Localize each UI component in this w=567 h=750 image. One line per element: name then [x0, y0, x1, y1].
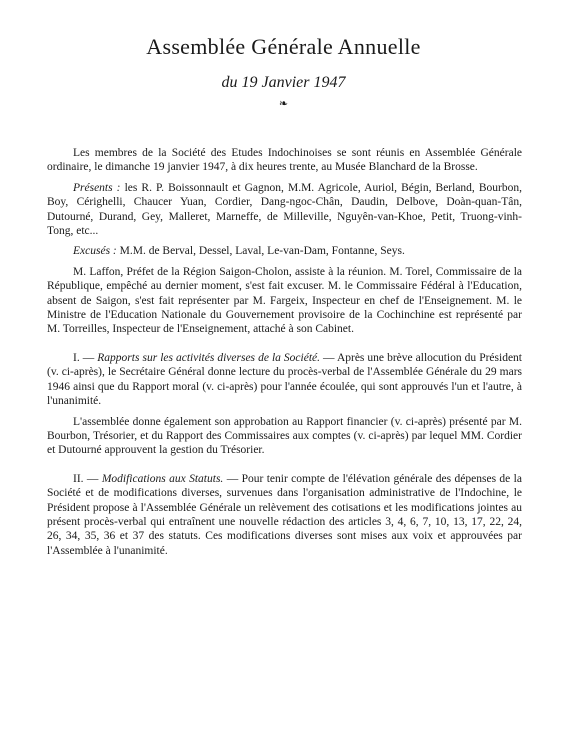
- excuses-paragraph: [47, 244, 522, 258]
- section-1-paragraph: [47, 351, 522, 409]
- section-2-number: II. —: [73, 472, 102, 485]
- excuses-label: Excusés :: [73, 245, 117, 258]
- excuses-list: M.M. de Berval, Dessel, Laval, Le-van-Dam, Fontanne, Seys.: [116, 245, 405, 258]
- presents-label: Présents :: [73, 181, 121, 194]
- page-subtitle-date: du 19 Janvier 1947: [221, 74, 346, 91]
- section-2-heading: Modifications aux Statuts.: [101, 472, 224, 485]
- fleuron-ornament-icon: ❧: [278, 98, 289, 110]
- section-1-followup-paragraph: L'assemblée donne également son approbation au Rapport financier (v. ci-après) présenté par M. Bourbon, Trésorier, et du Rapport des Commissaires aux comptes (v. ci-après) par lequel MM. Cordier et Dutourné approuvent la gestion du Trésorier.: [47, 415, 522, 457]
- document-body: [47, 146, 522, 564]
- intro-paragraph: Les membres de la Société des Etudes Indochinoises se sont réunis en Assemblée Générale ordinaire, le dimanche 19 janvier 1947, à dix heures trente, au Musée Blanchard de la Brosse.: [47, 147, 522, 174]
- section-1-number: I. —: [73, 351, 98, 364]
- presents-paragraph: [47, 181, 522, 239]
- presents-list: les R. P. Boissonnault et Gagnon, M.M. Agricole, Auriol, Bégin, Berland, Bourbon, Boy, Cérighelli, Chaucer Yuan, Cordier, Dang-ngoc-Chân, Daudin, Delbove, Doàn-quan-Tân, Dutourné, Durand, Gey, Malleret, Marneffe, de Milleville, Nguyên-van-Khoe, Petit, Truong-vinh-Tong, etc...: [47, 181, 523, 238]
- section-2-text: — Pour tenir compte de l'élévation générale des dépenses de la Société et de modifications diverses, survenues dans l'organisation administrative de l'Indochine, le Président propose à l'Assemblée Générale un relèvement des cotisations et les modifications jointes au présent procès-verbal qui entraînent une nouvelle rédaction des articles 3, 4, 6, 7, 10, 13, 17, 22, 24, 26, 34, 35, 36 et 37 des statuts. Ces modifications diverses sont mises aux voix et approuvées par l'Assemblée à l'unanimité.: [47, 472, 522, 557]
- attendance-officials-paragraph: M. Laffon, Préfet de la Région Saigon-Cholon, assiste à la réunion. M. Torel, Commissaire de la République, empêché au dernier moment, s'est fait excuser. M. le Commissaire Fédéral à l'Education, absent de Saigon, s'est fait représenter par M. Fargeix, Inspecteur en chef de l'Enseignement. M. le Ministre de l'Education Nationale du Gouvernement provisoire de la Cochinchine est représenté par M. Torreilles, Inspecteur de l'Enseignement, attaché à son Cabinet.: [47, 265, 522, 336]
- section-1-text: — Après une brève allocution du Président (v. ci-après), le Secrétaire Général donne lecture du procès-verbal de l'Assemblée Générale du 29 mars 1946 ainsi que du Rapport moral (v. ci-après) pour l'année écoulée, qui sont approuvés l'un et l'autre, à l'unanimité.: [47, 351, 522, 408]
- page-title: Assemblée Générale Annuelle: [146, 34, 421, 59]
- section-1-heading: Rapports sur les activités diverses de la Société.: [97, 351, 321, 364]
- section-2-paragraph: [47, 472, 522, 558]
